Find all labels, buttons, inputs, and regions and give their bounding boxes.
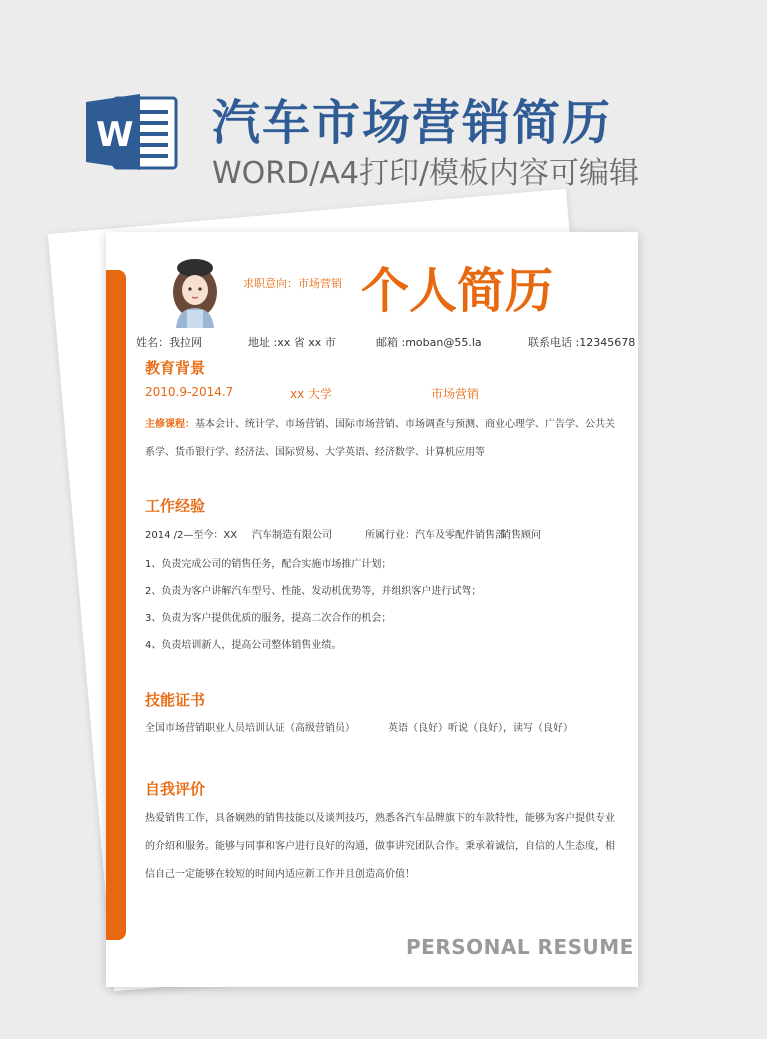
courses-line-2: 系学、货币银行学、经济法、国际贸易、大学英语、经济数学、计算机应用等 (145, 447, 485, 458)
work-duty-item: 4、负责培训新人，提高公司整体销售业绩。 (145, 640, 342, 651)
job-intent: 求职意向：市场营销 (243, 277, 342, 290)
self-evaluation-line: 热爱销售工作，具备娴熟的销售技能以及谈判技巧，熟悉各汽车品牌旗下的车款特性，能够为客户提供专业 (145, 813, 615, 824)
resume-page (106, 232, 638, 987)
page-subtitle: WORD/A4打印/模板内容可编辑 (212, 156, 640, 191)
section-work-title: 工作经验 (145, 497, 206, 515)
footer-personal-resume: PERSONAL RESUME (406, 935, 634, 959)
work-industry: 所属行业：汽车及零配件销售部 (365, 530, 505, 541)
education-school: xx 大学 (290, 387, 333, 401)
self-evaluation-line: 的介绍和服务。能够与同事和客户进行良好的沟通，做事讲究团队合作。秉承着诚信，自信的人生态度，相 (145, 841, 615, 852)
courses-line (145, 415, 615, 430)
word-logo-letter: W (96, 115, 134, 155)
accent-sidebar-bar (106, 270, 126, 940)
work-period: 2014 /2—至今：XX (145, 530, 238, 541)
contact-email: 邮箱 :moban@55.la (376, 336, 482, 349)
self-evaluation-line: 信自己一定能够在较短的时间内适应新工作并且创造高价值！ (145, 869, 415, 880)
skill-language: 英语（良好）听说（良好），读写（良好） (388, 723, 573, 734)
resume-title: 个人简历 (361, 263, 554, 319)
work-duty-item: 2、负责为客户讲解汽车型号、性能、发动机优势等，并组织客户进行试驾； (145, 586, 482, 597)
contact-phone: 联系电话 :12345678 (528, 336, 636, 349)
section-skills-title: 技能证书 (145, 691, 206, 709)
contact-address: 地址 :xx 省 xx 市 (248, 336, 336, 349)
section-education-title: 教育背景 (145, 359, 206, 377)
work-duty-item: 3、负责为客户提供优质的服务，提高二次合作的机会； (145, 613, 392, 624)
courses-text: 基本会计、统计学、市场营销、国际市场营销、市场调查与预测、商业心理学、广告学、公共关 (195, 419, 615, 430)
word-document-icon (84, 92, 184, 172)
work-position: 销售顾问 (501, 530, 541, 541)
avatar (158, 254, 232, 328)
courses-label: 主修课程： (145, 419, 195, 430)
education-period: 2010.9-2014.7 (145, 385, 234, 399)
work-duty-item: 1、负责完成公司的销售任务，配合实施市场推广计划； (145, 559, 392, 570)
skill-certificate: 全国市场营销职业人员培训认证（高级营销员） (145, 723, 355, 734)
page-title: 汽车市场营销简历 (212, 95, 613, 151)
section-self-title: 自我评价 (145, 780, 206, 798)
work-company: 汽车制造有限公司 (252, 530, 332, 541)
contact-name: 姓名：我拉网 (136, 336, 202, 349)
education-major: 市场营销 (431, 387, 480, 401)
